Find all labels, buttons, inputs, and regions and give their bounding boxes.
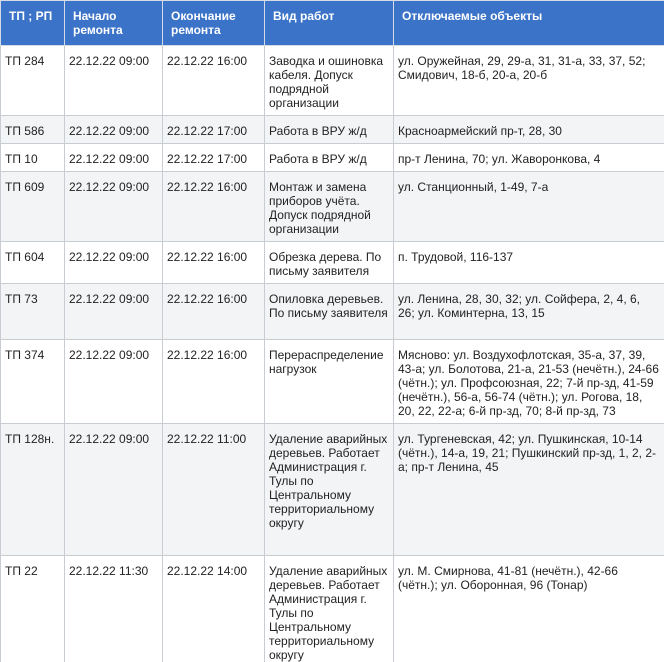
cell-work: Работа в ВРУ ж/д xyxy=(265,116,394,144)
cell-start: 22.12.22 09:00 xyxy=(65,340,163,424)
cell-tp: ТП 604 xyxy=(1,242,65,284)
table-row xyxy=(1,340,664,424)
cell-work: Удаление аварийных деревьев. Работает Администрация г. Тулы по Центральному территориальному округу xyxy=(265,424,394,556)
cell-end: 22.12.22 16:00 xyxy=(163,242,265,284)
cell-tp: ТП 586 xyxy=(1,116,65,144)
cell-start: 22.12.22 09:00 xyxy=(65,46,163,116)
cell-end: 22.12.22 16:00 xyxy=(163,284,265,340)
cell-start: 22.12.22 09:00 xyxy=(65,116,163,144)
cell-work: Перераспределение нагрузок xyxy=(265,340,394,424)
table-row xyxy=(1,172,664,242)
cell-end: 22.12.22 16:00 xyxy=(163,340,265,424)
cell-objects: Красноармейский пр-т, 28, 30 xyxy=(394,116,664,144)
cell-objects: ул. Тургеневская, 42; ул. Пушкинская, 10-14 (чётн.), 14-а, 19, 21; Пушкинский пр-зд, 1, 2, 2-а; пр-т Ленина, 45 xyxy=(394,424,664,556)
cell-start: 22.12.22 09:00 xyxy=(65,144,163,172)
table-row xyxy=(1,144,664,172)
cell-end: 22.12.22 16:00 xyxy=(163,172,265,242)
table-row xyxy=(1,556,664,662)
cell-work: Работа в ВРУ ж/д xyxy=(265,144,394,172)
cell-objects: ул. М. Смирнова, 41-81 (нечётн.), 42-66 (чётн.); ул. Оборонная, 96 (Тонар) xyxy=(394,556,664,662)
cell-end: 22.12.22 11:00 xyxy=(163,424,265,556)
cell-start: 22.12.22 09:00 xyxy=(65,424,163,556)
cell-tp: ТП 22 xyxy=(1,556,65,662)
cell-start: 22.12.22 09:00 xyxy=(65,172,163,242)
table-row xyxy=(1,116,664,144)
header-objects: Отключаемые объекты xyxy=(394,1,664,46)
cell-tp: ТП 284 xyxy=(1,46,65,116)
table-row xyxy=(1,242,664,284)
cell-start: 22.12.22 11:30 xyxy=(65,556,163,662)
header-work-type: Вид работ xyxy=(265,1,394,46)
cell-tp: ТП 10 xyxy=(1,144,65,172)
cell-objects: пр-т Ленина, 70; ул. Жаворонкова, 4 xyxy=(394,144,664,172)
table-row xyxy=(1,284,664,340)
cell-work: Заводка и ошиновка кабеля. Допуск подрядной организации xyxy=(265,46,394,116)
header-start: Начало ремонта xyxy=(65,1,163,46)
cell-work: Удаление аварийных деревьев. Работает Администрация г. Тулы по Центральному территориальному округу xyxy=(265,556,394,662)
table-row xyxy=(1,46,664,116)
cell-tp: ТП 374 xyxy=(1,340,65,424)
table-row xyxy=(1,424,664,556)
cell-tp: ТП 128н. xyxy=(1,424,65,556)
cell-end: 22.12.22 16:00 xyxy=(163,46,265,116)
cell-work: Обрезка дерева. По письму заявителя xyxy=(265,242,394,284)
cell-end: 22.12.22 17:00 xyxy=(163,144,265,172)
cell-end: 22.12.22 14:00 xyxy=(163,556,265,662)
table-header-row xyxy=(1,1,664,46)
cell-tp: ТП 609 xyxy=(1,172,65,242)
cell-objects: п. Трудовой, 116-137 xyxy=(394,242,664,284)
cell-work: Опиловка деревьев. По письму заявителя xyxy=(265,284,394,340)
cell-work: Монтаж и замена приборов учёта. Допуск подрядной организации xyxy=(265,172,394,242)
cell-objects: ул. Ленина, 28, 30, 32; ул. Сойфера, 2, 4, 6, 26; ул. Коминтерна, 13, 15 xyxy=(394,284,664,340)
header-end: Окончание ремонта xyxy=(163,1,265,46)
cell-objects: ул. Станционный, 1-49, 7-а xyxy=(394,172,664,242)
cell-start: 22.12.22 09:00 xyxy=(65,242,163,284)
cell-objects: ул. Оружейная, 29, 29-а, 31, 31-а, 33, 37, 52; Смидович, 18-б, 20-а, 20-б xyxy=(394,46,664,116)
cell-objects: Мясново: ул. Воздухофлотская, 35-а, 37, 39, 43-а; ул. Болотова, 21-а, 21-53 (нечётн.), 24-66 (чётн.); ул. Профсоюзная, 22; 7-й пр-зд, 41-59 (нечётн.), 56-а, 56-74 (чётн.); ул. Рогова, 18, 20, 22, 22-а; 6-й пр-зд, 70; 8-й пр-зд, 73 xyxy=(394,340,664,424)
header-tp-rp: ТП ; РП xyxy=(1,1,65,46)
cell-tp: ТП 73 xyxy=(1,284,65,340)
cell-end: 22.12.22 17:00 xyxy=(163,116,265,144)
cell-start: 22.12.22 09:00 xyxy=(65,284,163,340)
